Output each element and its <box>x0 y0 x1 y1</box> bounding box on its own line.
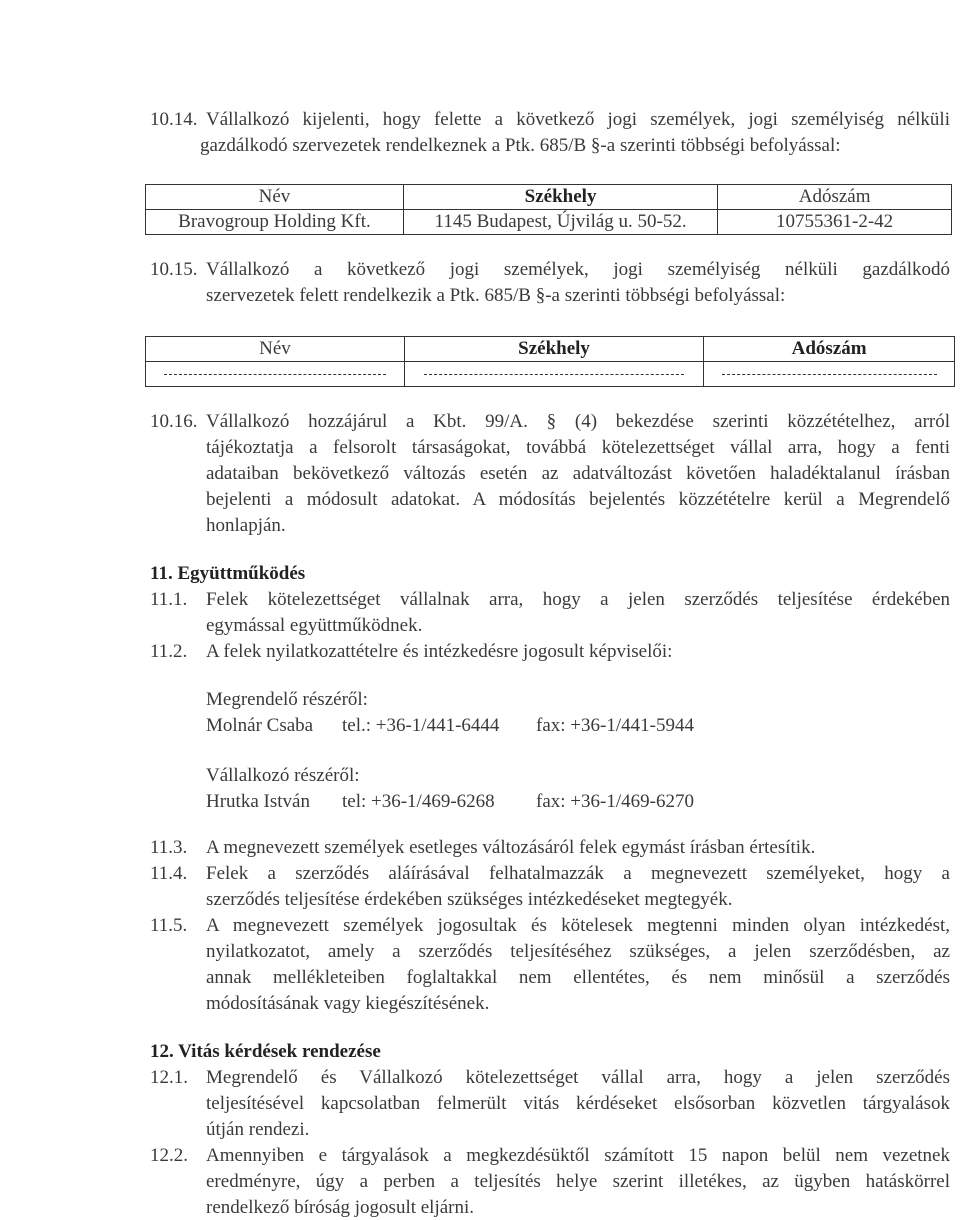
table-cell-name: Bravogroup Holding Kft. <box>146 210 404 235</box>
section-heading: 12. Vitás kérdések rendezése <box>150 1041 381 1062</box>
paragraph-text: teljesítésével kapcsolatban felmerült vitás kérdéseket elsősorban közvetlen tárgyalások <box>206 1093 950 1114</box>
paragraph-text: adataiban bekövetkező változás esetén az adatváltozást követően haladéktalanul írásban <box>206 463 950 484</box>
paragraph-text: eredményre, úgy a perben a teljesítés helye szerint illetékes, az ügyben hatáskörrel <box>206 1171 950 1192</box>
paragraph-text: útján rendezi. <box>206 1119 310 1140</box>
section-heading: 11. Együttműködés <box>150 563 306 584</box>
dashed-placeholder <box>424 374 684 375</box>
representative-fax: fax: +36-1/441-5944 <box>536 715 694 736</box>
paragraph-number: 10.15. <box>150 259 198 280</box>
table-header-name: Név <box>146 337 405 362</box>
ownership-table-1 <box>145 184 952 235</box>
paragraph-text: Vállalkozó a következő jogi személyek, jogi személyiség nélküli gazdálkodó <box>206 259 950 280</box>
paragraph-number: 10.14. <box>150 109 198 130</box>
paragraph-text: egymással együttműködnek. <box>206 615 423 636</box>
representative-phone: tel: +36-1/469-6268 <box>342 791 495 812</box>
paragraph-number: 11.1. <box>150 589 188 610</box>
paragraph-text: Vállalkozó kijelenti, hogy felette a következő jogi személyek, jogi személyiség nélküli <box>206 109 950 130</box>
paragraph-text: tájékoztatja a felsorolt társaságokat, továbbá kötelezettséget vállal arra, hogy a fenti <box>206 437 950 458</box>
paragraph-text: annak mellékleteiben foglaltakkal nem ellentétes, és nem minősül a szerződés <box>206 967 950 988</box>
table-cell-empty <box>146 362 405 387</box>
dashed-placeholder <box>722 374 937 375</box>
representative-fax: fax: +36-1/469-6270 <box>536 791 694 812</box>
paragraph-text: A felek nyilatkozattételre és intézkedésre jogosult képviselői: <box>206 641 673 662</box>
table-cell-seat: 1145 Budapest, Újvilág u. 50-52. <box>403 210 717 235</box>
representative-phone: tel.: +36-1/441-6444 <box>342 715 500 736</box>
table-row <box>146 362 955 387</box>
table-header-row <box>146 185 952 210</box>
table-cell-empty <box>704 362 955 387</box>
paragraph-text: Megrendelő és Vállalkozó kötelezettséget vállal arra, hogy a jelen szerződés <box>206 1067 950 1088</box>
paragraph-text: Felek kötelezettséget vállalnak arra, hogy a jelen szerződés teljesítése érdekében <box>206 589 950 610</box>
table-header-row <box>146 337 955 362</box>
paragraph-number: 10.16. <box>150 411 198 432</box>
paragraph-text: Felek a szerződés aláírásával felhatalmazzák a megnevezett személyeket, hogy a <box>206 863 950 884</box>
representative-name: Molnár Csaba <box>206 715 314 736</box>
table-header-seat: Székhely <box>404 337 703 362</box>
table-cell-taxnumber: 10755361-2-42 <box>718 210 952 235</box>
paragraph-text: honlapján. <box>206 515 286 536</box>
paragraph-text: rendelkező bíróság jogosult eljárni. <box>206 1197 475 1218</box>
representative-name: Hrutka István <box>206 791 310 812</box>
paragraph-number: 11.2. <box>150 641 188 662</box>
table-header-name: Név <box>146 185 404 210</box>
paragraph-text: A megnevezett személyek esetleges változásáról felek egymást írásban értesítik. <box>206 837 816 858</box>
representative-heading: Vállalkozó részéről: <box>206 765 360 786</box>
paragraph-number: 11.3. <box>150 837 188 858</box>
paragraph-text: Amennyiben e tárgyalások a megkezdésüktől számított 15 napon belül nem vezetnek <box>206 1145 950 1166</box>
paragraph-text: bejelenti a módosult adatokat. A módosítás bejelentés közzétételre kerül a Megrendelő <box>206 489 950 510</box>
paragraph-number: 11.4. <box>150 863 188 884</box>
table-row <box>146 210 952 235</box>
paragraph-text: A megnevezett személyek jogosultak és kötelesek megtenni minden olyan intézkedést, <box>206 915 950 936</box>
paragraph-text: szerződés teljesítése érdekében szükséges intézkedéseket megtegyék. <box>206 889 733 910</box>
paragraph-number: 12.2. <box>150 1145 188 1166</box>
representative-heading: Megrendelő részéről: <box>206 689 368 710</box>
paragraph-text: szervezetek felett rendelkezik a Ptk. 685/B §-a szerinti többségi befolyással: <box>206 285 786 306</box>
paragraph-text: nyilatkozatot, amely a szerződés teljesítéséhez szükséges, a jelen szerződésben, az <box>206 941 950 962</box>
table-header-taxnumber: Adószám <box>704 337 955 362</box>
table-cell-empty <box>404 362 703 387</box>
table-header-taxnumber: Adószám <box>718 185 952 210</box>
paragraph-text: Vállalkozó hozzájárul a Kbt. 99/A. § (4) bekezdése szerinti közzétételhez, arról <box>206 411 950 432</box>
paragraph-text: gazdálkodó szervezetek rendelkeznek a Ptk. 685/B §-a szerinti többségi befolyással: <box>200 135 841 156</box>
ownership-table-2 <box>145 336 955 387</box>
paragraph-number: 12.1. <box>150 1067 188 1088</box>
paragraph-text: módosításának vagy kiegészítésének. <box>206 993 490 1014</box>
table-header-seat: Székhely <box>403 185 717 210</box>
paragraph-number: 11.5. <box>150 915 188 936</box>
dashed-placeholder <box>164 374 387 375</box>
